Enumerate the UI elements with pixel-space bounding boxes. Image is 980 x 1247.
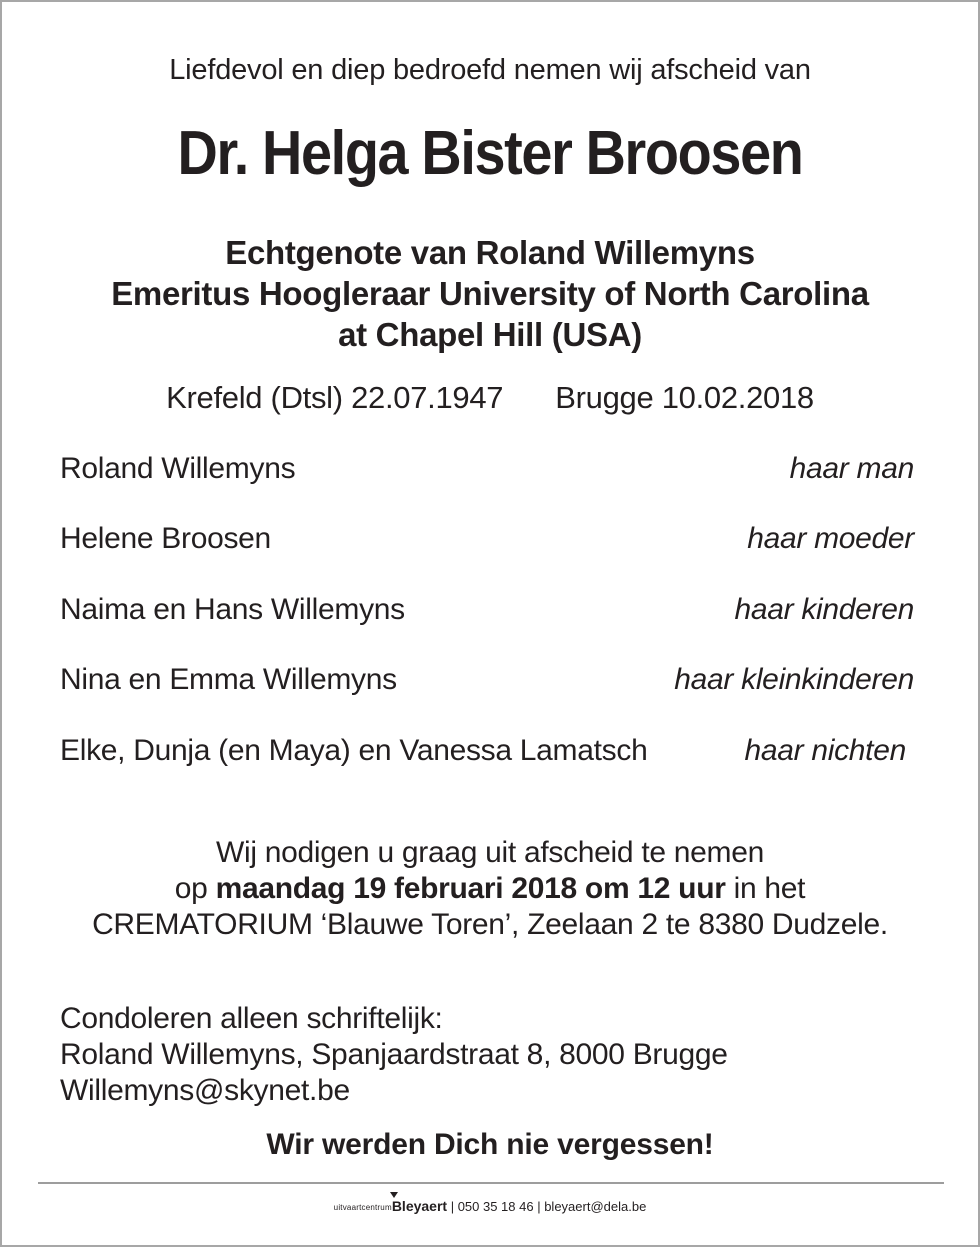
invitation-post: in het	[725, 872, 806, 905]
footer-email: bleyaert@dela.be	[544, 1199, 647, 1214]
footer-divider	[38, 1182, 944, 1184]
family-member-name: Nina en Emma Willemyns	[60, 663, 397, 696]
family-member-name: Naima en Hans Willemyns	[60, 593, 405, 626]
invitation-location: CREMATORIUM ‘Blauwe Toren’, Zeelaan 2 te 8380 Dudzele.	[92, 908, 888, 941]
condolences-email: Willemyns@skynet.be	[60, 1074, 350, 1107]
birth-date: Krefeld (Dtsl) 22.07.1947	[166, 380, 504, 415]
ceremony-datetime: maandag 19 februari 2018 om 12 uur	[215, 872, 726, 905]
family-row	[60, 663, 914, 703]
subtitle-block	[2, 232, 978, 355]
family-row	[60, 522, 914, 562]
family-member-name: Helene Broosen	[60, 522, 271, 555]
footer-phone: 050 35 18 46	[457, 1199, 534, 1214]
subtitle-line-2: Emeritus Hoogleraar University of North Carolina	[111, 275, 869, 312]
subtitle-line-3: at Chapel Hill (USA)	[338, 316, 642, 353]
family-relation: haar nichten	[744, 734, 906, 767]
family-relation: haar man	[789, 452, 914, 485]
footer-brand-logo	[392, 1198, 447, 1214]
invitation-block	[2, 835, 978, 943]
footer-brand: Bleyaert	[391, 1198, 448, 1214]
family-row	[60, 734, 906, 774]
footer	[2, 1198, 978, 1214]
family-row	[60, 452, 914, 492]
invitation-line-1: Wij nodigen u graag uit afscheid te nemen	[215, 836, 765, 869]
condolences-address: Roland Willemyns, Spanjaardstraat 8, 8000 Brugge	[60, 1038, 728, 1071]
death-date: Brugge 10.02.2018	[555, 380, 814, 415]
triangle-icon	[390, 1192, 398, 1198]
family-relation: haar kleinkinderen	[674, 663, 914, 696]
condolences-block	[60, 1001, 728, 1109]
footer-prefix: uitvaartcentrum	[333, 1203, 392, 1212]
footer-separator: |	[533, 1199, 545, 1214]
footer-separator: |	[447, 1199, 458, 1214]
condolences-heading: Condoleren alleen schriftelijk:	[60, 1002, 443, 1035]
family-relation: haar kinderen	[734, 593, 914, 626]
intro-text: Liefdevol en diep bedroefd nemen wij afscheid van	[169, 54, 811, 86]
deceased-name: Dr. Helga Bister Broosen	[177, 119, 803, 188]
invitation-line-2	[2, 871, 978, 907]
closing-text: Wir werden Dich nie vergessen!	[266, 1128, 714, 1161]
family-relation: haar moeder	[747, 522, 914, 555]
family-member-name: Elke, Dunja (en Maya) en Vanessa Lamatsch	[60, 734, 648, 767]
subtitle-line-1: Echtgenote van Roland Willemyns	[225, 234, 755, 271]
invitation-pre: op	[174, 872, 216, 905]
family-row	[60, 593, 914, 633]
family-member-name: Roland Willemyns	[60, 452, 296, 485]
dates-line	[2, 380, 978, 416]
